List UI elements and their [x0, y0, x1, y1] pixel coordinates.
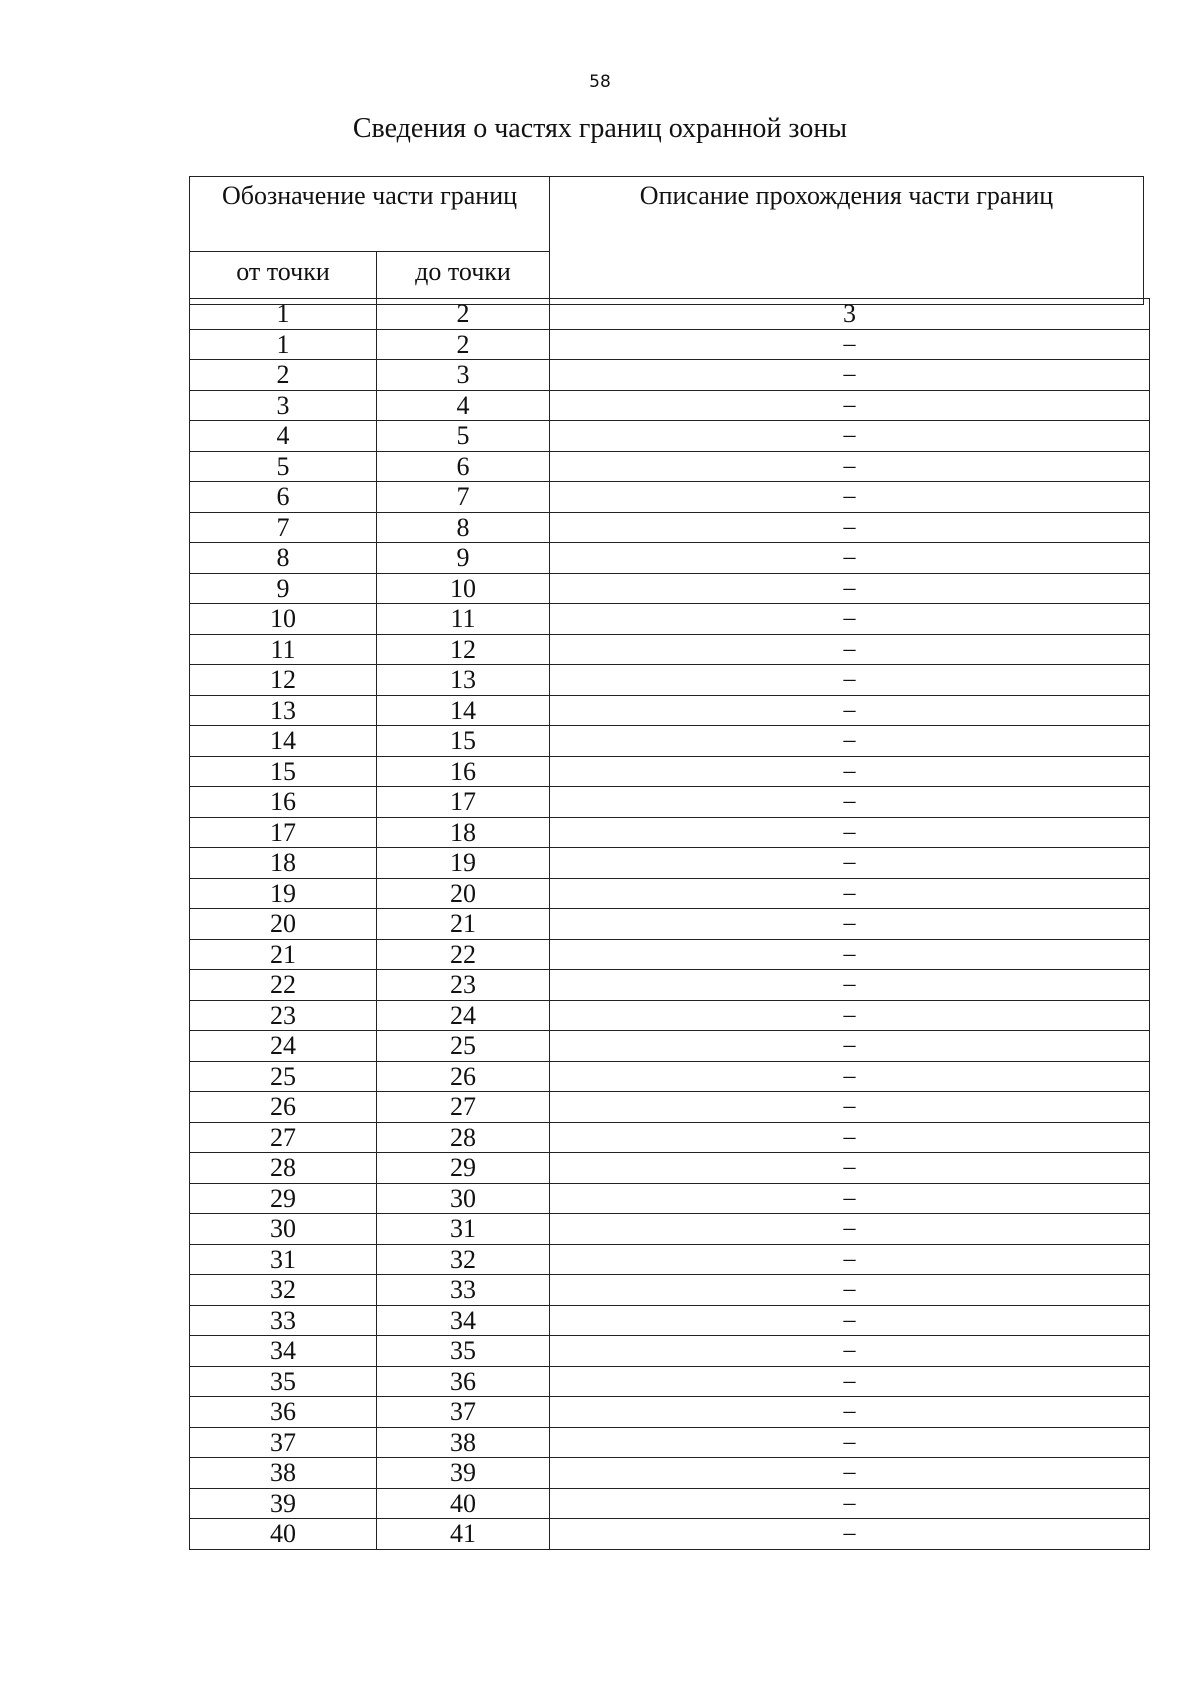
table-row [190, 1000, 1150, 1031]
description-cell: – [550, 665, 1150, 696]
description-cell: – [550, 390, 1150, 421]
description-cell: – [550, 726, 1150, 757]
table-row [190, 909, 1150, 940]
description-cell: – [550, 634, 1150, 665]
table-row [190, 1244, 1150, 1275]
to-point-cell: 40 [377, 1488, 550, 1519]
from-point-cell: 35 [190, 1366, 377, 1397]
to-point-cell: 33 [377, 1275, 550, 1306]
to-point-cell: 20 [377, 878, 550, 909]
from-point-cell: 22 [190, 970, 377, 1001]
table-row [190, 1153, 1150, 1184]
to-point-cell: 36 [377, 1366, 550, 1397]
description-cell: – [550, 1336, 1150, 1367]
table-row [190, 756, 1150, 787]
to-point-cell: 23 [377, 970, 550, 1001]
description-cell: – [550, 817, 1150, 848]
table-row [190, 543, 1150, 574]
to-point-cell: 38 [377, 1427, 550, 1458]
description-cell: – [550, 573, 1150, 604]
table-row [190, 817, 1150, 848]
table-row [190, 1061, 1150, 1092]
from-point-cell: 8 [190, 543, 377, 574]
from-point-cell: 31 [190, 1244, 377, 1275]
description-cell: – [550, 695, 1150, 726]
header-from-point: от точки [190, 252, 377, 305]
table-row [190, 1519, 1150, 1550]
table-row [190, 1458, 1150, 1489]
description-cell: – [550, 1153, 1150, 1184]
from-point-cell: 14 [190, 726, 377, 757]
table-row [190, 970, 1150, 1001]
to-point-cell: 41 [377, 1519, 550, 1550]
table-row [190, 1214, 1150, 1245]
from-point-cell: 16 [190, 787, 377, 818]
description-cell: – [550, 1305, 1150, 1336]
description-cell: – [550, 939, 1150, 970]
from-point-cell: 25 [190, 1061, 377, 1092]
from-point-cell: 2 [190, 360, 377, 391]
from-point-cell: 39 [190, 1488, 377, 1519]
column-number-2: 2 [377, 299, 550, 330]
from-point-cell: 21 [190, 939, 377, 970]
table-row [190, 939, 1150, 970]
page-number: 58 [589, 72, 611, 92]
from-point-cell: 18 [190, 848, 377, 879]
table-row [190, 1031, 1150, 1062]
description-cell: – [550, 1122, 1150, 1153]
table-row [190, 1092, 1150, 1123]
table-row [190, 451, 1150, 482]
to-point-cell: 7 [377, 482, 550, 513]
from-point-cell: 4 [190, 421, 377, 452]
to-point-cell: 16 [377, 756, 550, 787]
table-row [190, 1122, 1150, 1153]
table-row [190, 1488, 1150, 1519]
from-point-cell: 13 [190, 695, 377, 726]
description-cell: – [550, 360, 1150, 391]
from-point-cell: 7 [190, 512, 377, 543]
to-point-cell: 29 [377, 1153, 550, 1184]
description-cell: – [550, 909, 1150, 940]
to-point-cell: 17 [377, 787, 550, 818]
from-point-cell: 11 [190, 634, 377, 665]
from-point-cell: 5 [190, 451, 377, 482]
from-point-cell: 17 [190, 817, 377, 848]
description-cell: – [550, 543, 1150, 574]
from-point-cell: 30 [190, 1214, 377, 1245]
description-cell: – [550, 1092, 1150, 1123]
from-point-cell: 6 [190, 482, 377, 513]
description-cell: – [550, 1061, 1150, 1092]
from-point-cell: 12 [190, 665, 377, 696]
table-row [190, 695, 1150, 726]
from-point-cell: 15 [190, 756, 377, 787]
table-row [190, 329, 1150, 360]
description-cell: – [550, 1031, 1150, 1062]
table-row [190, 1366, 1150, 1397]
to-point-cell: 4 [377, 390, 550, 421]
table-row [190, 360, 1150, 391]
description-cell: – [550, 1183, 1150, 1214]
from-point-cell: 3 [190, 390, 377, 421]
description-cell: – [550, 787, 1150, 818]
description-cell: – [550, 878, 1150, 909]
to-point-cell: 10 [377, 573, 550, 604]
to-point-cell: 26 [377, 1061, 550, 1092]
to-point-cell: 13 [377, 665, 550, 696]
from-point-cell: 28 [190, 1153, 377, 1184]
to-point-cell: 32 [377, 1244, 550, 1275]
to-point-cell: 5 [377, 421, 550, 452]
from-point-cell: 24 [190, 1031, 377, 1062]
description-cell: – [550, 1275, 1150, 1306]
document-title: Сведения о частях границ охранной зоны [352, 113, 848, 144]
table-row [190, 482, 1150, 513]
to-point-cell: 28 [377, 1122, 550, 1153]
to-point-cell: 15 [377, 726, 550, 757]
description-cell: – [550, 1519, 1150, 1550]
boundary-parts-table [189, 298, 1150, 1550]
table-row [190, 1305, 1150, 1336]
from-point-cell: 20 [190, 909, 377, 940]
from-point-cell: 37 [190, 1427, 377, 1458]
table-row [190, 573, 1150, 604]
to-point-cell: 12 [377, 634, 550, 665]
from-point-cell: 36 [190, 1397, 377, 1428]
to-point-cell: 27 [377, 1092, 550, 1123]
description-cell: – [550, 1366, 1150, 1397]
to-point-cell: 3 [377, 360, 550, 391]
to-point-cell: 24 [377, 1000, 550, 1031]
table-row [190, 634, 1150, 665]
from-point-cell: 9 [190, 573, 377, 604]
from-point-cell: 40 [190, 1519, 377, 1550]
description-cell: – [550, 1214, 1150, 1245]
to-point-cell: 31 [377, 1214, 550, 1245]
description-cell: – [550, 512, 1150, 543]
table-row [190, 1183, 1150, 1214]
table-row [190, 848, 1150, 879]
to-point-cell: 2 [377, 329, 550, 360]
table-row [190, 1397, 1150, 1428]
description-cell: – [550, 604, 1150, 635]
description-cell: – [550, 756, 1150, 787]
table-row [190, 787, 1150, 818]
to-point-cell: 6 [377, 451, 550, 482]
table-body [190, 299, 1150, 1550]
from-point-cell: 33 [190, 1305, 377, 1336]
to-point-cell: 25 [377, 1031, 550, 1062]
from-point-cell: 32 [190, 1275, 377, 1306]
table-row [190, 726, 1150, 757]
from-point-cell: 34 [190, 1336, 377, 1367]
description-cell: – [550, 1397, 1150, 1428]
table-row [190, 390, 1150, 421]
to-point-cell: 14 [377, 695, 550, 726]
to-point-cell: 22 [377, 939, 550, 970]
description-cell: – [550, 1244, 1150, 1275]
table-row [190, 1336, 1150, 1367]
description-cell: – [550, 421, 1150, 452]
from-point-cell: 10 [190, 604, 377, 635]
table-row [190, 421, 1150, 452]
to-point-cell: 11 [377, 604, 550, 635]
header-to-point: до точки [377, 252, 550, 305]
table-row [190, 1427, 1150, 1458]
table-row [190, 878, 1150, 909]
description-cell: – [550, 970, 1150, 1001]
description-cell: – [550, 1488, 1150, 1519]
table-row [190, 665, 1150, 696]
description-cell: – [550, 1427, 1150, 1458]
to-point-cell: 37 [377, 1397, 550, 1428]
from-point-cell: 23 [190, 1000, 377, 1031]
from-point-cell: 1 [190, 329, 377, 360]
from-point-cell: 26 [190, 1092, 377, 1123]
column-number-3: 3 [550, 299, 1150, 330]
description-cell: – [550, 329, 1150, 360]
to-point-cell: 21 [377, 909, 550, 940]
to-point-cell: 18 [377, 817, 550, 848]
to-point-cell: 30 [377, 1183, 550, 1214]
description-cell: – [550, 451, 1150, 482]
description-cell: – [550, 482, 1150, 513]
description-cell: – [550, 848, 1150, 879]
column-number-row [190, 299, 1150, 330]
to-point-cell: 34 [377, 1305, 550, 1336]
to-point-cell: 35 [377, 1336, 550, 1367]
header-boundary-description: Описание прохождения части границ [550, 177, 1144, 305]
from-point-cell: 27 [190, 1122, 377, 1153]
description-cell: – [550, 1458, 1150, 1489]
from-point-cell: 38 [190, 1458, 377, 1489]
table-row [190, 604, 1150, 635]
from-point-cell: 19 [190, 878, 377, 909]
to-point-cell: 19 [377, 848, 550, 879]
boundary-parts-header-table [189, 176, 1144, 305]
to-point-cell: 8 [377, 512, 550, 543]
header-boundary-designation: Обозначение части границ [190, 177, 550, 252]
description-cell: – [550, 1000, 1150, 1031]
column-number-1: 1 [190, 299, 377, 330]
from-point-cell: 29 [190, 1183, 377, 1214]
table-row [190, 512, 1150, 543]
to-point-cell: 9 [377, 543, 550, 574]
table-row [190, 1275, 1150, 1306]
to-point-cell: 39 [377, 1458, 550, 1489]
